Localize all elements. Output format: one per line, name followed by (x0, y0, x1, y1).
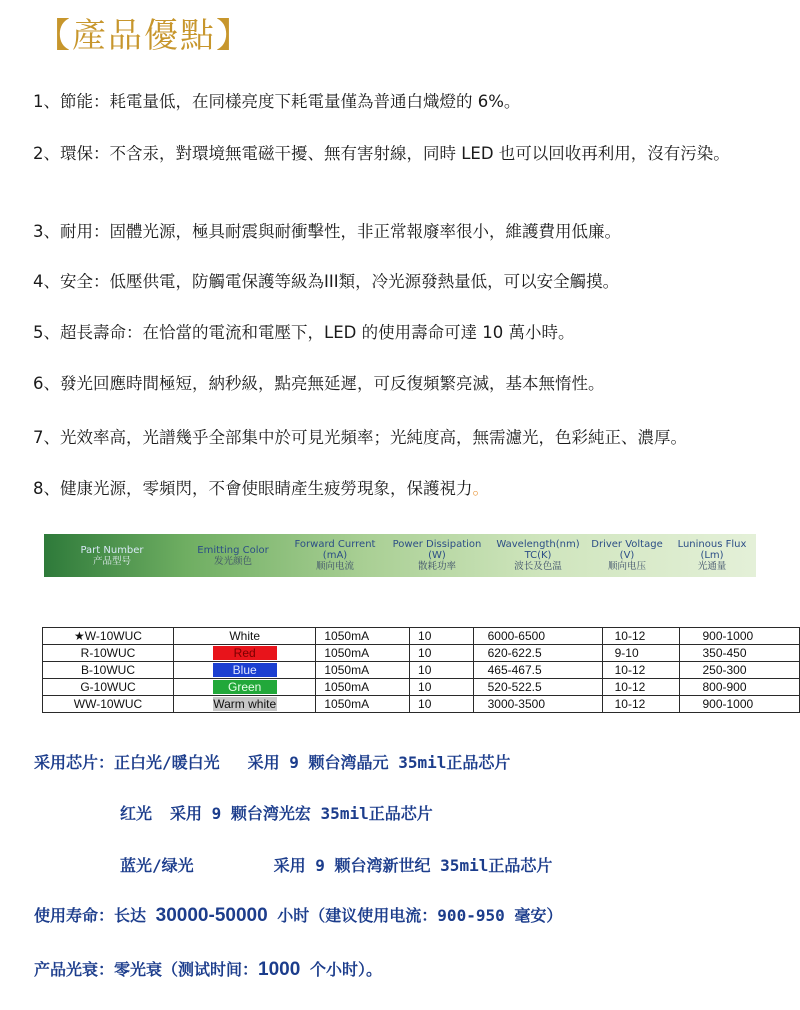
chip-label: 采用芯片： (34, 753, 115, 772)
advantage-4-text: 4、安全：低壓供電，防觸電保護等級為III類，冷光源發熱量低，可以安全觸摸。 (33, 272, 620, 291)
cell-power: 10 (410, 628, 474, 645)
cell-wavelength: 6000-6500 (473, 628, 602, 645)
advantage-5 (33, 319, 773, 346)
advantage-4 (33, 268, 773, 295)
chip-note-blue-green (120, 853, 552, 876)
color-swatch: Warm white (213, 697, 277, 711)
advantage-3-text: 3、耐用：固體光源，極具耐震與耐衝擊性，非正常報廢率很小，維護費用低廉。 (33, 222, 621, 241)
table-row (43, 696, 800, 713)
advantage-5-text: 5、超長壽命：在恰當的電流和電壓下，LED 的使用壽命可達 10 萬小時。 (33, 323, 575, 342)
header-wavelength-cn: 波长及色温 (514, 561, 562, 572)
cell-color (173, 679, 315, 696)
cell-color (173, 696, 315, 713)
chip-bg-type: 蓝光/绿光 (120, 856, 194, 875)
advantage-8-tail: 。 (472, 479, 489, 498)
header-wavelength-en: Wavelength(nm) (496, 539, 580, 550)
header-driver-voltage-en: Driver Voltage (591, 539, 663, 550)
life-note (34, 903, 562, 927)
cell-flux: 900-1000 (680, 628, 800, 645)
cell-voltage: 10-12 (602, 628, 680, 645)
header-power-dissipation-cn: 散耗功率 (417, 561, 456, 572)
cell-voltage: 9-10 (602, 645, 680, 662)
color-swatch: Green (213, 680, 277, 694)
chip-white-desc: 采用 9 颗台湾晶元 35mil正品芯片 (247, 753, 511, 772)
advantage-2-text: 2、環保：不含汞，對環境無電磁干擾、無有害射線，同時 LED 也可以回收再利用，沒有污染。 (33, 144, 730, 163)
advantage-1 (33, 88, 773, 115)
chip-note-red (120, 801, 433, 824)
chip-red-desc: 采用 9 颗台湾光宏 35mil正品芯片 (170, 804, 433, 823)
cell-flux: 900-1000 (680, 696, 800, 713)
cell-voltage: 10-12 (602, 662, 680, 679)
cell-color (173, 645, 315, 662)
cell-flux: 250-300 (680, 662, 800, 679)
cell-color (173, 628, 315, 645)
header-forward-current-cn: 顺向电流 (315, 561, 354, 572)
decay-note (34, 957, 382, 981)
life-rest: 小时（建议使用电流：900-950 毫安） (277, 906, 563, 925)
header-luminous-flux-en: Luninous Flux (677, 539, 747, 550)
decay-rest: 个小时）。 (309, 960, 382, 979)
cell-current: 1050mA (316, 679, 410, 696)
cell-voltage: 10-12 (602, 696, 680, 713)
color-swatch: Red (213, 646, 277, 660)
cell-flux: 800-900 (680, 679, 800, 696)
decay-label: 产品光衰：零光衰（测试时间： (34, 960, 259, 979)
cell-power: 10 (410, 696, 474, 713)
cell-current: 1050mA (316, 696, 410, 713)
cell-current: 1050mA (316, 645, 410, 662)
header-emitting-color-en: Emitting Color (197, 544, 269, 556)
cell-part: G-10WUC (43, 679, 174, 696)
life-value: 30000-50000 (155, 905, 268, 926)
decay-value: 1000 (258, 959, 301, 980)
advantage-2 (33, 140, 773, 167)
table-row (43, 662, 800, 679)
cell-part: ★W-10WUC (43, 628, 174, 645)
advantage-3 (33, 218, 773, 245)
cell-part: B-10WUC (43, 662, 174, 679)
table-row (43, 628, 800, 645)
header-forward-current (286, 534, 384, 577)
table-row (43, 679, 800, 696)
header-power-dissipation (384, 534, 490, 577)
spec-table-header (44, 534, 756, 577)
cell-part: WW-10WUC (43, 696, 174, 713)
header-forward-current-unit: (mA) (322, 550, 348, 561)
advantage-6-text: 6、發光回應時間極短，納秒級，點亮無延遲，可反復頻繁亮滅，基本無惰性。 (33, 374, 605, 393)
header-wavelength-unit: TC(K) (524, 550, 552, 561)
cell-current: 1050mA (316, 662, 410, 679)
advantage-7-text: 7、光效率高，光譜幾乎全部集中於可見光頻率；光純度高，無需濾光，色彩純正、濃厚。 (33, 428, 687, 447)
header-driver-voltage-unit: (V) (619, 550, 635, 561)
cell-voltage: 10-12 (602, 679, 680, 696)
life-label: 使用寿命：长达 (34, 906, 147, 925)
chip-note-white (34, 750, 510, 773)
cell-color (173, 662, 315, 679)
header-luminous-flux (668, 534, 756, 577)
cell-wavelength: 465-467.5 (473, 662, 602, 679)
cell-wavelength: 520-522.5 (473, 679, 602, 696)
header-power-dissipation-unit: (W) (428, 550, 446, 561)
header-luminous-flux-unit: (Lm) (700, 550, 724, 561)
header-wavelength (490, 534, 586, 577)
page-title: 【產品優點】 (36, 16, 252, 56)
cell-wavelength: 620-622.5 (473, 645, 602, 662)
header-part-number-en: Part Number (80, 544, 144, 556)
advantage-8 (33, 475, 773, 502)
chip-white-type: 正白光/暖白光 (114, 753, 220, 772)
header-forward-current-en: Forward Current (294, 539, 376, 550)
cell-current: 1050mA (316, 628, 410, 645)
header-driver-voltage-cn: 顺向电压 (607, 561, 646, 572)
advantage-6 (33, 370, 773, 397)
chip-bg-desc: 采用 9 颗台湾新世纪 35mil正品芯片 (273, 856, 553, 875)
color-swatch: Blue (213, 663, 277, 677)
cell-flux: 350-450 (680, 645, 800, 662)
spec-table (42, 627, 800, 713)
header-luminous-flux-cn: 光通量 (697, 561, 727, 572)
advantage-1-text: 1、節能：耗電量低，在同樣亮度下耗電量僅為普通白熾燈的 6%。 (33, 92, 521, 111)
cell-wavelength: 3000-3500 (473, 696, 602, 713)
header-emitting-color-cn: 发光颜色 (213, 555, 252, 567)
cell-power: 10 (410, 662, 474, 679)
advantage-7 (33, 424, 773, 451)
header-emitting-color (180, 534, 286, 577)
header-driver-voltage (586, 534, 668, 577)
cell-part: R-10WUC (43, 645, 174, 662)
header-part-number (44, 534, 180, 577)
advantage-8-text: 8、健康光源，零頻閃，不會使眼睛產生疲勞現象，保護視力 (33, 479, 473, 498)
header-power-dissipation-en: Power Dissipation (392, 539, 482, 550)
chip-red-type: 红光 (120, 804, 153, 823)
header-part-number-cn: 产品型号 (92, 555, 131, 567)
cell-power: 10 (410, 679, 474, 696)
color-swatch: White (213, 629, 277, 643)
cell-power: 10 (410, 645, 474, 662)
table-row (43, 645, 800, 662)
